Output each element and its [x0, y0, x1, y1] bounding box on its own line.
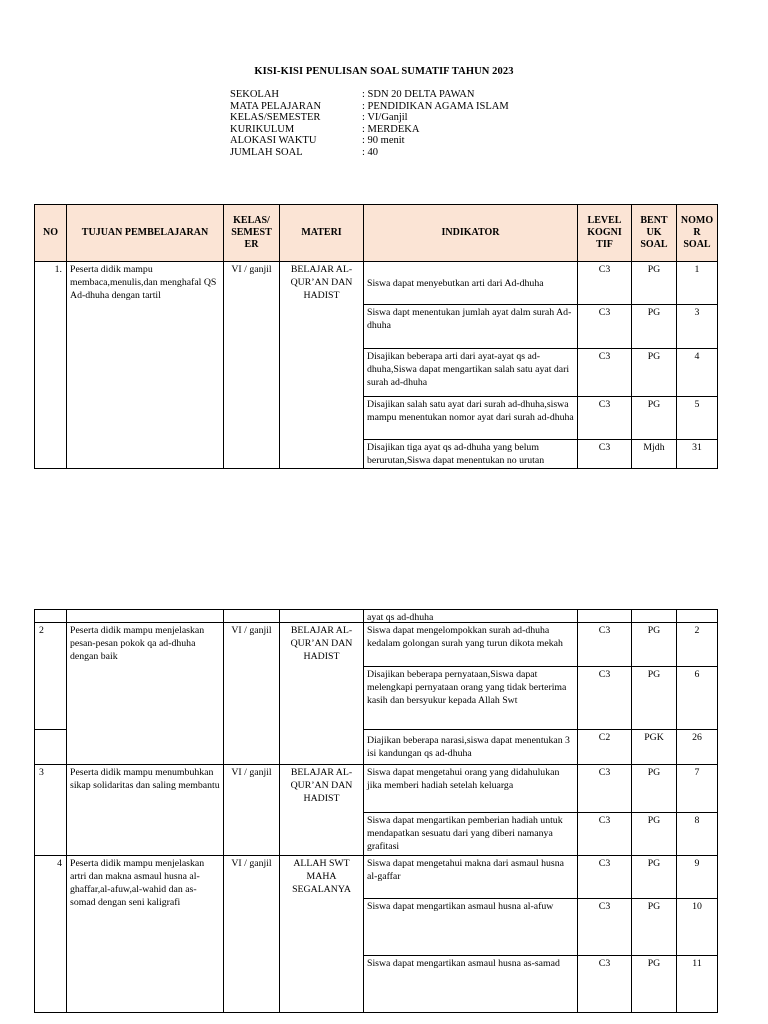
kelas-cell — [223, 622, 280, 765]
header-level-text: LEVEL KOGNI TIF — [587, 215, 622, 250]
materi-cell-text: BELAJAR AL-QUR’AN DAN HADIST — [290, 625, 353, 662]
bentuk-cell — [631, 729, 677, 765]
info-label: KURIKULUM — [230, 123, 295, 135]
level-cell-text: C3 — [598, 858, 611, 869]
tujuan-cell — [66, 855, 224, 1013]
header-tujuan-text: TUJUAN PEMBELAJARAN — [81, 227, 209, 238]
bentuk-cell-text: PG — [647, 767, 661, 778]
level-cell — [577, 955, 632, 1013]
info-value: : VI/Ganjil — [362, 112, 408, 124]
level-cell-text: C3 — [598, 307, 611, 318]
materi-cell-text: ALLAH SWT MAHA SEGALANYA — [292, 858, 351, 895]
level-cell — [577, 855, 632, 899]
kelas-cell — [223, 855, 280, 1013]
row-number — [34, 622, 67, 730]
indikator-cell — [363, 729, 578, 765]
level-cell-text: C3 — [598, 958, 611, 969]
bentuk-cell — [631, 622, 677, 667]
nomor-cell-text: 3 — [694, 307, 700, 318]
header-bentuk-text: BENT UK SOAL — [640, 215, 668, 250]
indikator-cell-text: Disajikan beberapa pernyataan,Siswa dapat melengkapi pernyataan orang yang tidak berterima kasih dan bersyukur kepada Allah Swt — [367, 669, 567, 706]
nomor-cell-text: 8 — [694, 815, 700, 826]
nomor-cell — [676, 729, 718, 765]
level-cell — [577, 261, 632, 305]
indikator-cell — [363, 764, 578, 813]
bentuk-cell-text: PG — [647, 625, 661, 636]
indikator-continuation — [363, 609, 578, 623]
row-number-text: 3 — [39, 767, 44, 778]
nomor-cell — [676, 348, 718, 397]
nomor-cell-text: 4 — [694, 351, 700, 362]
header-no — [34, 204, 67, 262]
indikator-cell — [363, 898, 578, 956]
indikator-cell-text: Disajikan beberapa arti dari ayat-ayat qs ad-dhuha,Siswa dapat mengartikan salah satu ayat dari surah ad-dhuha — [367, 351, 570, 388]
nomor-cell-text: 9 — [694, 858, 700, 869]
continuation-cell — [66, 609, 224, 623]
level-cell — [577, 812, 632, 856]
header-bentuk — [631, 204, 677, 262]
nomor-cell — [676, 812, 718, 856]
info-value: : SDN 20 DELTA PAWAN — [362, 89, 475, 100]
bentuk-cell-text: PG — [647, 399, 661, 410]
bentuk-cell-text: PG — [647, 669, 661, 680]
bentuk-cell-text: Mjdh — [643, 442, 665, 453]
indikator-cell-text: Siswa dapat mengetahui orang yang didahulukan jika memberi hadiah setelah keluarga — [367, 767, 560, 791]
header-materi — [279, 204, 364, 262]
indikator-cell-text: Siswa dapat mengetahui makna dari asmaul husna al-gaffar — [367, 858, 564, 882]
bentuk-cell — [631, 955, 677, 1013]
continuation-cell — [631, 609, 677, 623]
kelas-cell-text: VI / ganjil — [231, 858, 272, 869]
indikator-cell-text: Siswa dapat mengartikan asmaul husna as-samad — [367, 958, 560, 969]
nomor-cell-text: 31 — [692, 442, 702, 453]
continuation-cell — [577, 609, 632, 623]
level-cell — [577, 729, 632, 765]
header-kelas-text: KELAS/ SEMEST ER — [231, 215, 272, 250]
nomor-cell — [676, 855, 718, 899]
indikator-cell-text: Siswa dapat mengartikan pemberian hadiah untuk mendapatkan sesuatu dari yang diberi namanya grafitasi — [367, 815, 563, 852]
bentuk-cell — [631, 855, 677, 899]
kelas-cell-text: VI / ganjil — [231, 264, 272, 275]
info-label: MATA PELAJARAN — [230, 100, 322, 112]
nomor-cell-text: 6 — [694, 669, 700, 680]
indikator-cell — [363, 955, 578, 1013]
nomor-cell-text: 10 — [692, 901, 702, 912]
bentuk-cell — [631, 396, 677, 440]
indikator-cell — [363, 855, 578, 899]
row-number-text: 1. — [54, 264, 62, 275]
indikator-cell-text: Disajikan tiga ayat qs ad-dhuha yang belum berurutan,Siswa dapat menentukan no urutan — [367, 442, 545, 466]
materi-cell-text: BELAJAR AL-QUR’AN DAN HADIST — [290, 767, 353, 804]
bentuk-cell — [631, 812, 677, 856]
materi-cell-text: BELAJAR AL-QUR’AN DAN HADIST — [290, 264, 353, 301]
bentuk-cell — [631, 261, 677, 305]
tujuan-cell-text: Peserta didik mampu membaca,menulis,dan menghafal QS Ad-dhuha dengan tartil — [70, 264, 217, 301]
level-cell — [577, 396, 632, 440]
indikator-cell-text: Diajikan beberapa narasi,siswa dapat menentukan 3 isi kandungan qs ad-dhuha — [367, 735, 570, 759]
row-number — [34, 764, 67, 856]
level-cell — [577, 622, 632, 667]
header-tujuan — [66, 204, 224, 262]
info-label: JUMLAH SOAL — [230, 146, 303, 158]
info-value: : MERDEKA — [362, 123, 420, 135]
nomor-cell-text: 7 — [694, 767, 700, 778]
row-number — [34, 261, 67, 469]
bentuk-cell-text: PG — [647, 958, 661, 969]
info-label: ALOKASI WAKTU — [230, 135, 317, 147]
indikator-cell — [363, 812, 578, 856]
bentuk-cell-text: PGK — [644, 732, 664, 743]
level-cell-text: C3 — [598, 669, 611, 680]
indikator-cell — [363, 304, 578, 349]
bentuk-cell — [631, 304, 677, 349]
level-cell — [577, 348, 632, 397]
nomor-cell — [676, 955, 718, 1013]
header-no-text: NO — [43, 227, 58, 238]
tujuan-cell — [66, 764, 224, 856]
indikator-cell-text: Siswa dapt menentukan jumlah ayat dalm surah Ad-dhuha — [367, 307, 572, 331]
bentuk-cell — [631, 439, 677, 469]
header-kelas — [223, 204, 280, 262]
row-number-extra — [34, 729, 67, 765]
nomor-cell — [676, 439, 718, 469]
bentuk-cell — [631, 666, 677, 730]
nomor-cell — [676, 764, 718, 813]
tujuan-cell-text: Peserta didik mampu menjelaskan artri dan makna asmaul husna al-ghaffar,al-afuw,al-wahid dan as-somad dengan seni kaligrafi — [70, 858, 205, 908]
header-indikator-text: INDIKATOR — [441, 227, 500, 238]
nomor-cell-text: 26 — [692, 732, 702, 743]
indikator-cell-text: Disajikan salah satu ayat dari surah ad-dhuha,siswa mampu menentukan nomor ayat dari surah ad-dhuha — [367, 399, 574, 423]
level-cell-text: C3 — [598, 264, 611, 275]
materi-cell — [279, 622, 364, 765]
kelas-cell — [223, 764, 280, 856]
level-cell-text: C3 — [598, 815, 611, 826]
bentuk-cell — [631, 348, 677, 397]
info-value: : 40 — [362, 146, 379, 158]
level-cell-text: C3 — [598, 625, 611, 636]
indikator-cell — [363, 348, 578, 397]
bentuk-cell-text: PG — [647, 901, 661, 912]
indikator-cell-text: Siswa dapat menyebutkan arti dari Ad-dhuha — [367, 277, 544, 289]
kelas-cell-text: VI / ganjil — [231, 625, 272, 636]
nomor-cell — [676, 396, 718, 440]
header-nomor-text: NOMO R SOAL — [680, 215, 714, 250]
level-cell-text: C3 — [598, 442, 611, 453]
level-cell-text: C3 — [598, 767, 611, 778]
tujuan-cell — [66, 261, 224, 469]
bentuk-cell-text: PG — [647, 815, 661, 826]
header-materi-text: MATERI — [301, 227, 342, 238]
info-value: : 90 menit — [362, 135, 405, 147]
indikator-cell — [363, 439, 578, 469]
nomor-cell — [676, 622, 718, 667]
kelas-cell-text: VI / ganjil — [231, 767, 272, 778]
header-nomor — [676, 204, 718, 262]
level-cell-text: C3 — [598, 351, 611, 362]
continuation-cell — [34, 609, 67, 623]
header-level — [577, 204, 632, 262]
bentuk-cell-text: PG — [647, 264, 661, 275]
row-number-text: 2 — [39, 625, 44, 636]
nomor-cell — [676, 304, 718, 349]
continuation-cell — [676, 609, 718, 623]
info-label: KELAS/SEMESTER — [230, 112, 321, 124]
level-cell — [577, 304, 632, 349]
indikator-cell — [363, 261, 578, 305]
tujuan-cell-text: Peserta didik mampu menjelaskan pesan-pesan pokok qa ad-dhuha dengan baik — [70, 625, 205, 662]
level-cell — [577, 439, 632, 469]
indikator-cell — [363, 666, 578, 730]
bentuk-cell-text: PG — [647, 351, 661, 362]
nomor-cell-text: 2 — [694, 625, 700, 636]
nomor-cell — [676, 261, 718, 305]
materi-cell — [279, 855, 364, 1013]
level-cell — [577, 666, 632, 730]
bentuk-cell-text: PG — [647, 307, 661, 318]
nomor-cell — [676, 666, 718, 730]
indikator-cell — [363, 622, 578, 667]
row-number — [34, 855, 67, 1013]
indikator-cell — [363, 396, 578, 440]
bentuk-cell — [631, 898, 677, 956]
kelas-cell — [223, 261, 280, 469]
tujuan-cell-text: Peserta didik mampu menumbuhkan sikap solidaritas dan saling membantu — [70, 767, 220, 791]
continuation-cell — [223, 609, 280, 623]
document-title: KISI-KISI PENULISAN SOAL SUMATIF TAHUN 2023 — [254, 66, 514, 77]
header-indikator — [363, 204, 578, 262]
bentuk-cell-text: PG — [647, 858, 661, 869]
tujuan-cell — [66, 622, 224, 765]
indikator-cell-text: Siswa dapat mengartikan asmaul husna al-afuw — [367, 901, 554, 912]
nomor-cell-text: 11 — [692, 958, 702, 969]
indikator-continuation-text: ayat qs ad-dhuha — [367, 612, 434, 623]
level-cell — [577, 898, 632, 956]
materi-cell — [279, 261, 364, 469]
materi-cell — [279, 764, 364, 856]
bentuk-cell — [631, 764, 677, 813]
nomor-cell-text: 1 — [694, 264, 700, 275]
row-number-text: 4 — [57, 858, 62, 869]
level-cell-text: C3 — [598, 399, 611, 410]
info-value: : PENDIDIKAN AGAMA ISLAM — [362, 100, 509, 112]
indikator-cell-text: Siswa dapat mengelompokkan surah ad-dhuha kedalam golongan surah yang turun dikota mekah — [367, 625, 563, 649]
nomor-cell — [676, 898, 718, 956]
level-cell-text: C2 — [598, 732, 611, 743]
info-label: SEKOLAH — [230, 89, 279, 100]
level-cell-text: C3 — [598, 901, 611, 912]
level-cell — [577, 764, 632, 813]
nomor-cell-text: 5 — [694, 399, 700, 410]
continuation-cell — [279, 609, 364, 623]
